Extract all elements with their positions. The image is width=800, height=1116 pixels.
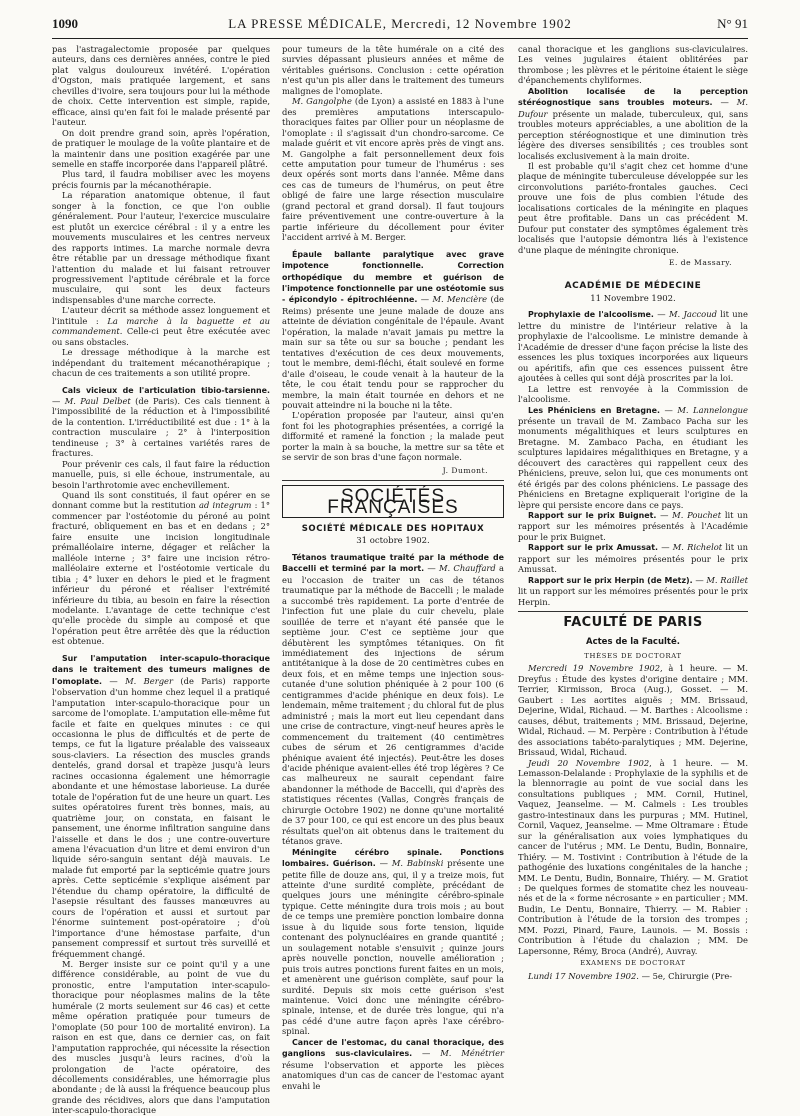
author: M. Lannelongue xyxy=(677,404,748,415)
article-title: Cancer de l'estomac, du canal thoracique, des ganglions sus-claviculaires. xyxy=(282,1037,504,1059)
faculte-title: FACULTÉ DE PARIS xyxy=(563,615,703,631)
paragraph: L'opération proposée par l'auteur, ainsi qu'en font foi les photographies présentées, a corrigé la difformité et ramené la fonction ; la malade peut porter la main à sa bouche, la mettre sur sa tête et se servir de son bras d'une façon normale. xyxy=(282,410,504,463)
paragraph: M. Gangolphe (de Lyon) a assisté en 1883 à l'une des premières amputations interscapulo-thoraciques faites par Ollier pour un néoplasme de l'omoplate : il s'agissait d'un chondro-sarcome. Ce malade guérit et vit encore après près de vingt ans. M. Gangolphe a fait personnellement deux fois cette amputation pour tumeur de l'humérus : ses deux opérés sont morts dans l'année. Même dans ces cas de tumeurs de l'humérus, on peut être obligé de faire une large résection musculaire (grand pectoral et grand dorsal). Il faut toujours faire préventivement une contre-ouverture à la partie inférieure du décollement pour éviter l'accident arrivé à M. Berger. xyxy=(282,96,504,243)
article-prix-amussat: Rapport sur le prix Amussat. — M. Richelot lit un rapport sur les mémoires présentés pour le prix Amussat. xyxy=(518,542,748,575)
divider xyxy=(518,611,748,612)
author: M. Berger xyxy=(125,675,173,686)
paragraph: canal thoracique et les ganglions sus-claviculaires. Les veines jugulaires étaient oblitérées par thrombose ; les plèvres et le péritoine étaient le siège d'épanchements chyliformes. xyxy=(518,44,748,86)
column-3 xyxy=(518,44,748,1074)
article-cals-vicieux: Cals vicieux de l'articulation tibio-tarsienne. — M. Paul Delbet (de Paris). Ces cals tiennent à l'impossibilité de la réduction et à l'impossibilité de la contention. L'irréductibilité est due : 1° à la contraction musculaire ; 2° à l'interposition tendineuse ; 3° à certaines variétés rares de fractures. xyxy=(52,385,271,459)
page-number: 1090 xyxy=(52,16,78,31)
article-meningite: Méningite cérébro spinale. Ponctions lombaires. Guérison. — M. Babinski présente une petite fille de douze ans, qui, il y a treize mois, fut atteinte d'une surdité complète, précédant de quelques jours une méningite cérébro-spinale typique. Cette méningite dura trois mois ; au bout de ce temps une première ponction lombaire donna issue à du liquide sous forte tension, liquide contenant des polynucléaires en grande quantité ; un soulagement notable s'ensuivit ; quinze jours après nouvelle ponction, nouvelle amélioration ; puis trois autres ponctions furent faites en un mois, et amenèrent une guérison complète, sauf pour la surdité. Depuis six mois cette guérison s'est maintenue. Voici donc une méningite cérébro-spinale, intense, et de durée très longue, qui n'a pas cédé d'une autre façon après l'axe cérébro-spinal. xyxy=(282,847,505,1037)
article-title: Prophylaxie de l'alcoolisme. xyxy=(528,310,654,320)
article-prix-herpin: Rapport sur le prix Herpin (de Metz). — M. Raillet lit un rapport sur les mémoires présentés pour le prix Herpin. xyxy=(518,574,748,607)
theses-heading: THÈSES DE DOCTORAT xyxy=(584,652,682,661)
academie-title: ACADÉMIE DE MÉDECINE xyxy=(564,280,702,291)
paragraph: La réparation anatomique obtenue, il faut songer à la fonction, ce que l'on oublie généralement. Pour l'auteur, l'exercice musculaire est plutôt un exercice cérébral : il y a entre les mouvements musculaires et les centres nerveux des rapports intimes. La marche normale devra être rétablie par un dressage méthodique fixant l'attention du malade et lui faisant retrouver progressivement l'aptitude cérébrale et la force musculaire, qui sont les deux facteurs indispensables d'une marche correcte. xyxy=(52,190,270,305)
paragraph: Le dressage méthodique à la marche est indépendant du traitement mécanothérapique ; chacun de ces traitements a son utilité propre. xyxy=(52,347,270,379)
author: M. Paul Delbet xyxy=(64,395,131,406)
article-pheniciens: Les Phéniciens en Bretagne. — M. Lannelongue présente un travail de M. Zambaco Pacha sur les monuments mégalithiques et leurs sculptures en Bretagne. M. Zambaco Pacha, en étudiant les sculptures lapidaires mégalithiques en Bretagne, y a découvert des caractères qui rappellent ceux des Phéniciens, preuve, selon lui, que ces monuments ont été érigés par des colons phéniciens. Le passage des Phéniciens en Bretagne expliquerait l'origine de la lèpre qui persiste encore dans ce pays. xyxy=(518,404,748,510)
article-title: Tétanos traumatique traité par la méthode de Baccelli et terminé par la mort. xyxy=(282,552,504,574)
author: M. Richelot xyxy=(672,542,723,553)
article-title: Cals vicieux de l'articulation tibio-tarsienne. xyxy=(62,385,270,395)
article-title: Épaule ballante paralytique avec grave impotence fonctionnelle. Correction orthopédique du membre et guérison de l'impotence fonctionnelle par une ostéotomie sus - épicondylo - épitrochléenne. xyxy=(282,249,504,305)
paragraph: La lettre est renvoyée à la Commission de l'alcoolisme. xyxy=(518,383,748,405)
session-date: 31 octobre 1902. xyxy=(356,536,430,547)
society-title: SOCIÉTÉ MÉDICALE DES HOPITAUX xyxy=(301,524,485,535)
article-title: Les Phéniciens en Bretagne. xyxy=(528,405,660,415)
divider xyxy=(282,480,504,481)
paragraph: pour tumeurs de la tête humérale on a cité des survies dépassant plusieurs années et même de véritables guérisons. Conclusion : cette opération n'est qu'un pis aller dans le traitement des tumeurs malignes de l'omoplate. xyxy=(282,44,504,96)
author: M. Jaccoud xyxy=(668,309,717,320)
paragraph: M. Berger insiste sur ce point qu'il y a une différence considérable, au point de vue du pronostic, entre l'amputation inter-scapulo-thoracique pour néoplasmes malins de la tête humérale (2 morts seulement sur 46 cas) et cette même opération pratiquée pour tumeurs de l'omoplate (50 pour 100 de mortalité environ). La raison en est que, dans ce dernier cas, on fait l'amputation rapprochée, qui nécessite la résection des muscles jusqu'à leurs racines, d'où la prolongation de l'acte opératoire, des décollements considérables, une hémorragie plus abondante ; de là aussi la fréquence beaucoup plus grande des récidives, alors que dans l'amputation inter-scapulo-thoracique xyxy=(52,958,270,1116)
article-title: Rapport sur le prix Herpin (de Metz). xyxy=(528,575,693,585)
article-prix-buignet: Rapport sur le prix Buignet. — M. Pouchet lit un rapport sur les mémoires présentés à l'Académie pour le prix Buignet. xyxy=(518,510,748,542)
theses-wednesday: Mercredi 19 Novembre 1902, à 1 heure. — M. Dreyfus : Étude des kystes d'origine dentaire ; MM. Terrier, Kirmisson, Broca (Aug.), Gosset. — M. Gaubert : Les aortites aiguës ; MM. Brissaud, Dejerine, Widal, Richaud. — M. Barthes : Alcoolisme : causes, début, traitements ; MM. Brissaud, Dejerine, Widal, Richaud. — M. Perpère : Contribution à l'étude des associations tabéto-paralytiques ; MM. Dejerine, Brissaud, Widal, Richaud. xyxy=(518,663,749,758)
paragraph: Il est probable qu'il s'agit chez cet homme d'une plaque de méningite tuberculeuse développée sur les circonvolutions pariéto-frontales gauches. Ceci prouve une fois de plus combien l'étude des localisations corticales de la méningite en plaques peut être profitable. Dans un cas précédent M. Dufour put constater des symptômes également très localisés que l'autopsie démontra liés à l'existence d'une plaque de méningite chronique. xyxy=(518,160,748,255)
author: M. Gangolphe xyxy=(292,96,352,107)
section-heading-box: SOCIÉTÉS FRANÇAISES xyxy=(282,485,504,518)
author: M. Ménétrier xyxy=(440,1048,505,1059)
column-1 xyxy=(52,44,271,1116)
article-title: Rapport sur le prix Buignet. xyxy=(528,511,657,521)
article-tetanos: Tétanos traumatique traité par la méthode de Baccelli et terminé par la mort. — M. Chauffard a eu l'occasion de traiter un cas de tétanos traumatique par la méthode de Baccelli ; le malade a succombé très rapidement. La porte d'entrée de l'infection fut une plaie du cuir chevelu, plaie souillée de terre et n'ayant été pansée que le septième jour. C'est ce septième jour que débutèrent les symptômes tétaniques. On fit immédiatement des injections de sérum antitétanique à la dose de 20 centimètres cubes en deux fois, et en même temps une injection sous-cutanée d'une solution phéniquée à 2 pour 100 (6 centigrammes d'acide phénique en deux fois). Le lendemain, même traitement ; du chloral fut de plus administré ; mais la mort eut lieu cependant dans une crise de contracture, vingt-neuf heures après le commencement du traitement (40 centimètres cubes de sérum et 26 centigrammes d'acide phénique avaient été injectés). Peut-être les doses d'acide phénique avaient-elles été trop légères ? Ce cas malheureux ne saurait cependant faire abandonner la méthode de Baccelli, qui d'après des statistiques récentes (Vallas, Congrès français de chirurgie Octobre 1902) ne donne qu'une mortalité de 37 pour 100, ce qui est encore un des plus beaux résultats quel'on ait obtenus dans le traitement du tétanos grave. xyxy=(282,552,504,847)
author: M. Pouchet xyxy=(672,510,722,521)
masthead-title: LA PRESSE MÉDICALE, Mercredi, 12 Novembre 1902 xyxy=(228,16,572,31)
paragraph: Pour prévenir ces cals, il faut faire la réduction manuelle, puis, si elle échoue, instrumentale, au besoin l'arthrotomie avec enchevillement. xyxy=(52,458,270,490)
article-amputation: Sur l'amputation inter-scapulo-thoracique dans le traitement des tumeurs malignes de l'omoplate. — M. Berger (de Paris) rapporte l'observation d'un homme chez lequel il a pratiqué l'amputation inter-scapulo-thoracique pour un sarcome de l'omoplate. L'amputation elle-même fut facile et faite en quelques minutes : ce qui occasionna le plus de difficultés et de perte de temps, ce fut la ligature préalable des vaisseaux sous-claviers. La résection des muscles grands dentelés, grand dorsal et trapèze jusqu'à leurs racines occasionna également une hémorragie abondante et une hémostase laborieuse. La durée totale de l'opération fut de une heure un quart. Les suites opératoires furent très bonnes, mais, au quatrième jour, on constata, en faisant le pansement, une énorme infiltration sanguine dans l'aisselle et dans le dos ; une contre-ouverture amena l'évacuation d'un litre et demi environ d'un liquide séro-sanguin sentant déjà mauvais. Le malade fut emporté par la septicémie quatre jours après. Cette septicémie s'explique aisément par l'étendue du champ opératoire, la difficulté de l'asepsie résultant des fausses manœuvres au cours de l'opération et aussi et surtout par l'énorme suintement post-opératoire ; d'où l'importance d'une hémostase parfaite, d'un pansement compressif et surtout très surveillé et fréquemment changé. xyxy=(52,653,270,959)
paragraph: On doit prendre grand soin, après l'opération, de pratiquer le moulage de la voûte plantaire et de la maintenir dans une position exagérée par une semelle en staffe incorporée dans l'appareil plâtré. xyxy=(52,127,270,169)
examens-heading: EXAMENS DE DOCTORAT xyxy=(580,959,686,968)
examens-monday: Lundi 17 Novembre 1902. — 5e, Chirurgie (Pre- xyxy=(528,970,733,981)
article-alcoolisme: Prophylaxie de l'alcoolisme. — M. Jaccoud lit une lettre du ministre de l'intérieur relative à la prophylaxie de l'alcoolisme. Le ministre demande à l'Académie de dresser d'une façon précise la liste des essences les plus toxiques incorporées aux liqueurs ou apéritifs, afin que ces essences puissent être ajoutées à celles qui sont déjà proscrites par la loi. xyxy=(518,309,748,384)
article-stereognostique: Abolition localisée de la perception stéréognostique sans troubles moteurs. — M. Dufour présente un malade, tuberculeux, qui, sans troubles moteurs appréciables, a une abolition de la perception stéréognostique et une diminution très légère des diverses sensibilités ; ces troubles sont localisés exclusivement à la main droite. xyxy=(518,86,748,161)
author: M. Babinski xyxy=(391,858,444,869)
signature: E. de Massary. xyxy=(668,258,732,268)
paragraph: Plus tard, il faudra mobiliser avec les moyens précis fournis par la mécanothérapie. xyxy=(52,169,270,190)
article-epaule-ballante: Épaule ballante paralytique avec grave impotence fonctionnelle. Correction orthopédique du membre et guérison de l'impotence fonctionnelle par une ostéotomie sus - épicondylo - épitrochléenne. — M. Mencière (de Reims) présente une jeune malade de douze ans atteinte de déviation congénitale de l'épaule. Avant l'opération, la malade n'avait jamais pu mettre la main sur sa tête ou sur sa bouche ; pendant les tentatives d'exécution de ces deux mouvements, tout le membre, demi-fléchi, était soulevé en forme d'aile d'oiseau, le coude venait à la hauteur de la tête, le cou était tendu pour se rapprocher du membre, la main était tournée en dehors et ne pouvait atteindre ni la bouche ni la tête. xyxy=(282,249,504,410)
article-title: Abolition localisée de la perception stéréognostique sans troubles moteurs. xyxy=(518,86,748,108)
page-header xyxy=(52,14,748,39)
signature: J. Dumont. xyxy=(442,465,488,475)
author: M. Dufour xyxy=(518,97,748,119)
session-date: 11 Novembre 1902. xyxy=(590,293,676,304)
article-title: Méningite cérébro spinale. Ponctions lombaires. Guérison. xyxy=(282,847,504,869)
column-2 xyxy=(282,44,505,1091)
article-title: Sur l'amputation inter-scapulo-thoracique dans le traitement des tumeurs malignes de l'omoplate. xyxy=(52,653,270,686)
paragraph: pas l'astragalectomie proposée par quelques auteurs, dans ces dernières années, contre le pied plat valgus douloureux invétéré. L'opération d'Ogston, mais pratiquée largement, et sans chevilles d'ivoire, sera toujours pour lui la méthode de choix. Cette intervention est simple, rapide, efficace, ainsi qu'en fait foi le malade présenté par l'auteur. xyxy=(52,44,270,128)
paragraph: Quand ils sont constitués, il faut opérer en se donnant comme but la restitution ad integrum : 1° commencer par l'ostéotomie du péroné au point fracturé, obliquement en bas et en dedans ; 2° faire ensuite une incision longitudinale prémalléolaire interne, dégager et relâcher la malléole interne ; 3° faire une incision rétro-malléolaire externe et l'ostéotomie verticale du tibia ; 4° luxer en dehors le pied et le fragment inférieur du péroné et réaliser l'extrémité inférieure du tibia, au besoin en faire la résection modelante. L'avantage de cette technique c'est qu'elle procède du simple au composé et que l'opération peut être arrêtée dès que la réduction est obtenue. xyxy=(52,490,270,647)
theses-thursday: Jeudi 20 Novembre 1902, à 1 heure. — M. Lemasson-Delalande : Prophylaxie de la syphilis et de la blennorragie au point de vue social dans les consultations publiques ; MM. Cornil, Hutinel, Vaquez, Jeanselme. — M. Calmels : Les troubles gastro-intestinaux dans les purpuras ; MM. Hutinel, Cornil, Vaquez, Jeanselme. — Mme Oltramare : Étude sur la généralisation aux voies lymphatiques du cancer de l'utérus ; MM. Le Dentu, Budin, Bonnaire, Thiéry. — M. Tostivint : Contribution à l'étude de la pathogénie des luxations congénitales de la hanche ; MM. Le Dentu, Budin, Bonnaire, Thiéry. — M. Gratiot : De quelques formes de stomatite chez les nouveau-nés et de la « forme nécrosante » en particulier ; MM. Budin, Le Dentu, Bonnaire, Thierry. — M. Rabier : Contribution à l'étude de la torsion des trompes ; MM. Pozzi, Pinard, Faure, Launois. — M. Bossis : Contribution à l'étude du chalazion ; MM. De Lapersonne, Rémy, Broca (André), Auvray. xyxy=(518,757,748,956)
author: M. Chauffard xyxy=(438,563,496,574)
article-cancer-estomac: Cancer de l'estomac, du canal thoracique, des ganglions sus-claviculaires. — M. Ménétrier résume l'observation et apporte les pièces anatomiques d'un cas de cancer de l'estomac ayant envahi le xyxy=(282,1037,505,1091)
article-title: Rapport sur le prix Amussat. xyxy=(528,543,659,553)
author: M. Mencière xyxy=(432,294,488,305)
actes-heading: Actes de la Faculté. xyxy=(586,636,680,647)
author: M. Raillet xyxy=(706,574,748,585)
issue-number: N° 91 xyxy=(717,16,748,31)
paragraph: L'auteur décrit sa méthode assez longuement et l'intitule : La marche à la baguette et au commandement. Celle-ci peut être exécutée avec ou sans obstacles. xyxy=(52,305,270,347)
